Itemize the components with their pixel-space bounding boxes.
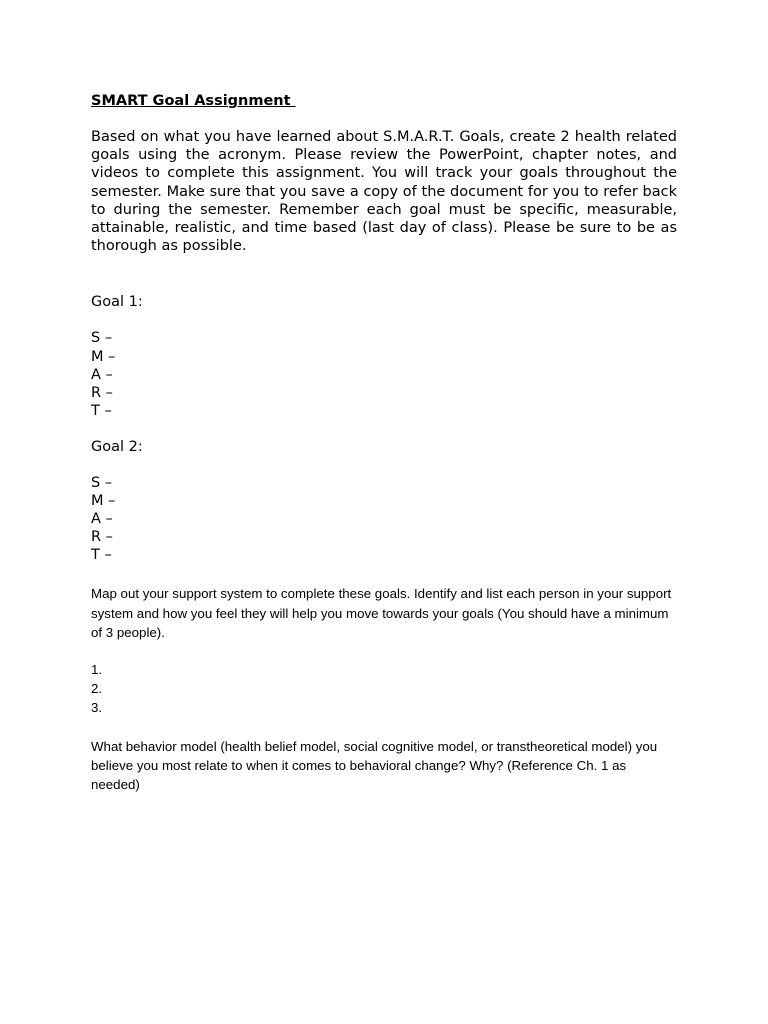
goal-2-heading: Goal 2: [91,438,143,455]
goal-1-smart-list [91,329,677,419]
intro-paragraph: Based on what you have learned about S.M.A.R.T. Goals, create 2 health related goals using the acronym. Please review the PowerPoint, chapter notes, and videos to complete this assignment. You will track your goals throughout the semester. Make sure that you save a copy of the document for you to refer back to during the semester. Remember each goal must be specific, measurable, attainable, realistic, and time based (last day of class). Please be sure to be as thorough as possible. [91,129,677,255]
goal-1-item-t: T – [91,402,112,419]
support-system-prompt: Map out your support system to complete these goals. Identify and list each person in your support system and how you feel they will help you move towards your goals (You should have a minimum of 3 people). [91,586,672,640]
goal-2-item-s: S – [91,474,113,491]
support-item-3: 3. [91,700,103,716]
goal-1-item-s: S – [91,330,113,347]
goal-1-item-a: A – [91,366,113,383]
document-body [91,92,677,794]
goal-2-item-a: A – [91,511,113,528]
support-item-1: 1. [91,661,103,677]
goal-2-item-r: R – [91,529,113,546]
goal-2-item-m: M – [91,492,116,509]
support-system-list [91,660,677,718]
goal-2-item-t: T – [91,547,112,564]
goal-1-item-m: M – [91,348,116,365]
goal-1-heading: Goal 1: [91,294,143,311]
behavior-model-prompt: What behavior model (health belief model, social cognitive model, or transtheoretical model) you believe you most relate to when it comes to behavioral change? Why? (Reference Ch. 1 as needed) [91,738,658,792]
goal-1-item-r: R – [91,384,113,401]
document-title: SMART Goal Assignment [91,93,296,109]
support-item-2: 2. [91,681,103,697]
goal-2-smart-list [91,474,677,564]
